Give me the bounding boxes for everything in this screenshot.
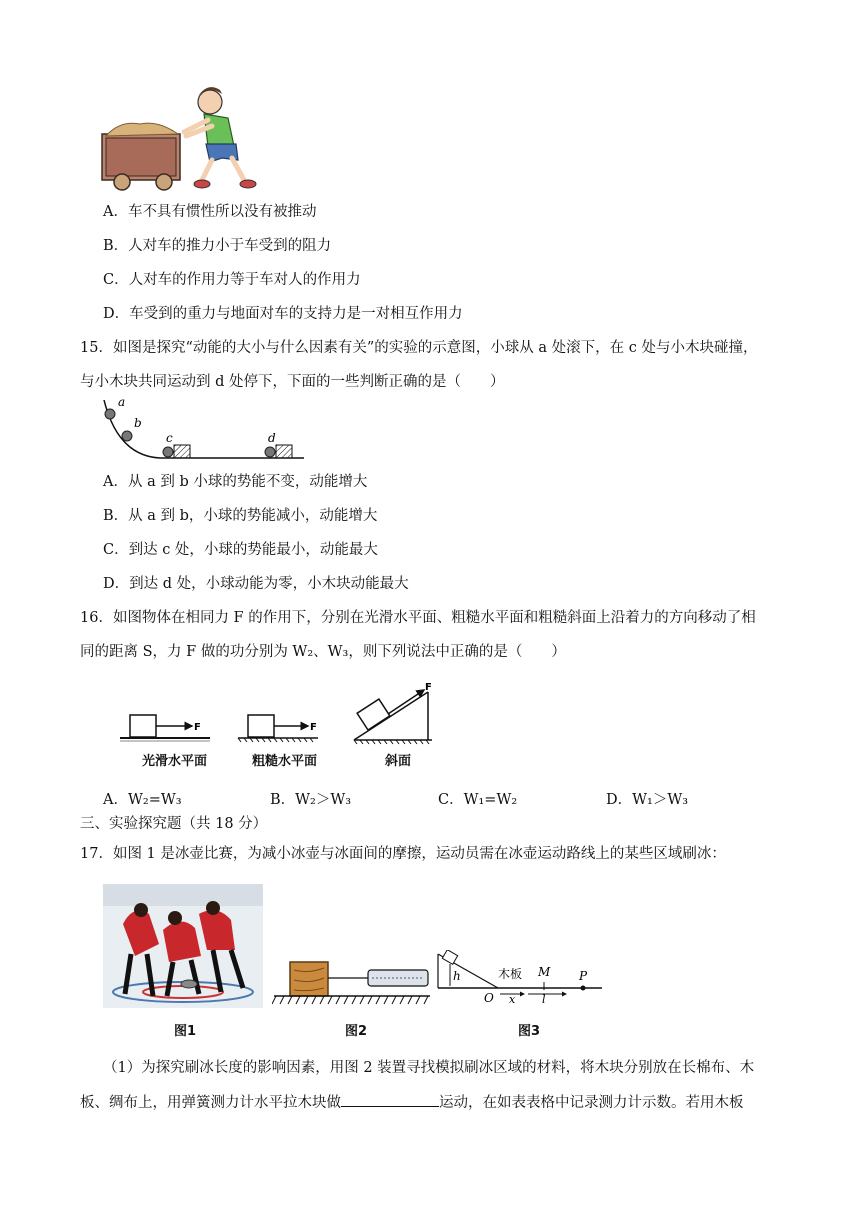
force-label-2: F [310, 722, 317, 733]
q15-stem-line2: 与小木块共同运动到 d 处停下，下面的一些判断正确的是（ ） [80, 374, 505, 390]
force-label-1: F [194, 722, 201, 733]
q14-option-b: B．人对车的推力小于车受到的阻力 [103, 238, 332, 254]
fig3-caption: 图3 [518, 1024, 541, 1039]
q16-stem-line1: 16．如图物体在相同力 F 的作用下，分别在光滑水平面、粗糙水平面和粗糙斜面上沿着力的方向移动了相 [80, 610, 756, 626]
q14-option-d: D．车受到的重力与地面对车的支持力是一对相互作用力 [103, 306, 463, 322]
q17-figure3-ramp-board [436, 950, 606, 1004]
q16-stem-line2: 同的距离 S，力 F 做的功分别为 W₂、W₃，则下列说法中正确的是（ ） [80, 644, 566, 660]
q17-sub1-line2-b: 运动，在如表表格中记录测力计示数。若用木板 [439, 1095, 744, 1111]
fig3-label-l: l [542, 993, 546, 1004]
caption-smooth: 光滑水平面 [142, 754, 208, 769]
q14-option-a: A．车不具有惯性所以没有被推动 [103, 204, 317, 220]
q16-option-c: C．W₁=W₂ [438, 792, 518, 808]
q16-option-b: B．W₂＞W₃ [270, 792, 352, 808]
force-label-3: F [425, 682, 432, 693]
q17-sub1-line2-a: 板、绸布上，用弹簧测力计水平拉木块做 [80, 1095, 341, 1111]
fig3-label-o: O [484, 991, 494, 1004]
q14-option-c: C．人对车的作用力等于车对人的作用力 [103, 272, 361, 288]
q15-option-a: A．从 a 到 b 小球的势能不变，动能增大 [103, 474, 368, 490]
fig1-caption: 图1 [174, 1024, 197, 1039]
label-c: c [166, 431, 173, 445]
q17-sub1-line2 [80, 1092, 744, 1113]
q16-option-d: D．W₁＞W₃ [606, 792, 689, 808]
fig2-caption: 图2 [345, 1024, 368, 1039]
q16-option-a: A．W₂=W₃ [103, 792, 182, 808]
fig3-label-m: M [538, 965, 551, 979]
fig3-label-h: h [453, 969, 461, 983]
q17-sub1-line1: （1）为探究刷冰长度的影响因素，用图 2 装置寻找模拟刷冰区域的材料，将木块分别放在长棉布、木 [103, 1060, 755, 1076]
caption-incline: 斜面 [385, 754, 412, 769]
fig3-label-x: x [509, 993, 516, 1004]
q15-stem-line1: 15．如图是探究“动能的大小与什么因素有关”的实验的示意图，小球从 a 处滚下，在 c 处与小木块碰撞， [80, 340, 758, 356]
q14-figure-boy-pushing-cart [100, 84, 262, 192]
q17-figure1-curling-photo [103, 884, 263, 1008]
q15-option-d: D．到达 d 处，小球动能为零，小木块动能最大 [103, 576, 409, 592]
caption-rough: 粗糙水平面 [252, 754, 318, 769]
q17-stem-line1: 17．如图 1 是冰壶比赛，为减小冰壶与冰面间的摩擦，运动员需在冰壶运动路线上的某些区域刷冰： [80, 846, 726, 862]
section-title: 三、实验探究题（共 18 分） [80, 816, 268, 832]
label-a: a [118, 396, 126, 409]
fig3-label-board: 木板 [498, 967, 523, 981]
q17-figure2-block-spring-scale [272, 958, 432, 1008]
label-d: d [268, 431, 276, 445]
q15-figure-ramp [100, 396, 310, 466]
answer-blank[interactable] [341, 1092, 439, 1107]
label-b: b [134, 416, 142, 430]
q15-option-c: C．到达 c 处，小球的势能最小，动能最大 [103, 542, 378, 558]
q15-option-b: B．从 a 到 b，小球的势能减小，动能增大 [103, 508, 378, 524]
fig3-label-p: P [579, 969, 588, 983]
